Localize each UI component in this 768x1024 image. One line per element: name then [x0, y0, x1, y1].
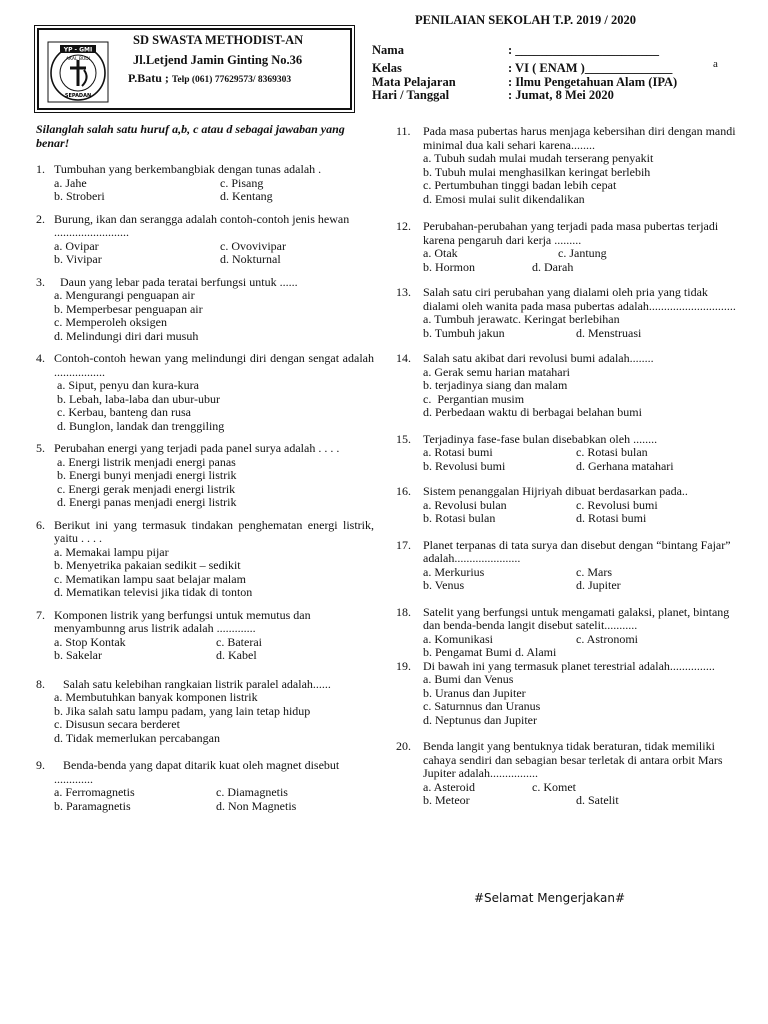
option-d[interactable]: d. Perbedaan waktu di berbagai belahan bumi: [423, 405, 642, 419]
right-question-column: [396, 125, 736, 808]
question-text: Planet terpanas di tata surya dan disebut dengan “bintang Fajar” adalah......................: [423, 537, 731, 565]
question-text: Perubahan-perubahan yang terjadi pada masa pubertas terjadi karena pengaruh dari kerja .........: [423, 219, 719, 247]
question-text: Benda-benda yang dapat ditarik kuat oleh magnet disebut .............: [54, 758, 343, 786]
option-a[interactable]: a. Ovipar: [54, 238, 99, 253]
question-17: [396, 539, 736, 593]
question-number: 13.: [396, 285, 411, 299]
question-text: Salah satu ciri perubahan yang dialami oleh pria yang tidak dialami oleh wanita pada masa pubertas adalah.............................: [423, 285, 736, 313]
question-text: Benda langit yang bentuknya tidak beraturan, tidak memiliki cahaya sendiri dan sebagian besar terletak di antara orbit Mars Jupiter adalah................: [423, 739, 723, 780]
question-text: Sistem penanggalan Hijriyah dibuat berdasarkan pada..: [423, 484, 688, 498]
question-4: [36, 352, 374, 433]
question-text: Tumbuhan yang berkembangbiak dengan tunas adalah .: [54, 162, 322, 176]
question-1: [36, 163, 374, 204]
stray-mark: a: [713, 58, 718, 70]
question-16: [396, 485, 736, 526]
option-a[interactable]: a. Memakai lampu pijar: [54, 544, 169, 559]
question-text: Komponen listrik yang berfungsi untuk memutus dan menyambunng arus listrik adalah .............: [54, 607, 311, 635]
option-a[interactable]: a. Merkurius: [423, 564, 485, 579]
option-a[interactable]: a. Bumi dan Venus: [423, 672, 514, 686]
option-b-d[interactable]: b. Pengamat Bumi d. Alami: [423, 645, 557, 659]
question-3: [36, 276, 374, 344]
option-c[interactable]: c. Baterai: [216, 634, 262, 649]
option-c[interactable]: c. Kerbau, banteng dan rusa: [54, 405, 191, 419]
option-d[interactable]: d. Menstruasi: [576, 325, 642, 340]
class-field[interactable]: : VI ( ENAM )______________: [508, 61, 673, 75]
info-label-nama: Nama: [372, 43, 404, 57]
name-field[interactable]: : _______________________: [508, 43, 660, 57]
option-d[interactable]: d. Satelit: [576, 793, 619, 807]
option-b[interactable]: b. terjadinya siang dan malam: [423, 378, 568, 392]
option-a[interactable]: a. Otak: [423, 246, 458, 260]
question-text: Satelit yang berfungsi untuk mengamati galaksi, planet, bintang dan benda-benda langit disebut satelit...........: [423, 604, 730, 632]
question-9: [36, 759, 374, 813]
option-b[interactable]: b. Sakelar: [54, 648, 102, 662]
option-b[interactable]: b. Vivipar: [54, 252, 102, 266]
option-d[interactable]: d. Mematikan televisi jika tidak di tonton: [54, 585, 253, 599]
question-text: Di bawah ini yang termasuk planet terestrial adalah...............: [423, 658, 715, 673]
date-value: : Jumat, 8 Mei 2020: [508, 88, 614, 102]
option-d[interactable]: d. Tidak memerlukan percabangan: [54, 730, 220, 745]
question-text: Perubahan energi yang terjadi pada panel surya adalah . . . .: [54, 441, 340, 455]
question-number: 20.: [396, 739, 411, 753]
left-question-column: [36, 122, 374, 813]
question-text: Pada masa pubertas harus menjaga kebersihan diri dengan mandi minimal dua kali sehari karena........: [423, 124, 736, 152]
question-number: 11.: [396, 124, 411, 138]
question-number: 16.: [396, 484, 411, 498]
option-b[interactable]: b. Paramagnetis: [54, 798, 131, 813]
option-a[interactable]: a. Stop Kontak: [54, 634, 126, 649]
school-address: Jl.Letjend Jamin Ginting No.36: [133, 53, 303, 67]
option-c[interactable]: c. Komet: [532, 779, 576, 794]
question-19: [396, 660, 736, 728]
question-number: 15.: [396, 431, 411, 446]
option-d[interactable]: d. Kabel: [216, 648, 257, 662]
option-b[interactable]: b. Energi bunyi menjadi energi listrik: [54, 468, 237, 482]
option-b[interactable]: b. Jika salah satu lampu padam, yang lain tetap hidup: [54, 703, 311, 718]
question-20: [396, 740, 736, 808]
logo-bottom-text: SEPADAN: [64, 93, 92, 99]
question-text: Daun yang lebar pada teratai berfungsi untuk ......: [54, 274, 298, 289]
option-b[interactable]: b. Memperbesar penguapan air: [54, 301, 203, 316]
question-8: [36, 678, 374, 746]
option-a[interactable]: a. Ferromagnetis: [54, 785, 135, 799]
option-d[interactable]: d. Darah: [532, 259, 574, 274]
question-6: [36, 519, 374, 600]
question-12: [396, 220, 736, 274]
option-b[interactable]: b. Uranus dan Jupiter: [423, 685, 526, 700]
instruction: Silanglah salah satu huruf a,b, c atau d sebagai jawaban yang benar!: [36, 122, 345, 150]
option-a[interactable]: a. Revolusi bulan: [423, 497, 507, 512]
option-a[interactable]: a. Jahe: [54, 175, 87, 190]
option-b[interactable]: b. Lebah, laba-laba dan ubur-ubur: [54, 391, 221, 406]
exam-title: PENILAIAN SEKOLAH T.P. 2019 / 2020: [415, 13, 636, 27]
option-c[interactable]: c. Pertumbuhan tinggi badan lebih cepat: [423, 178, 617, 192]
question-number: 8.: [36, 676, 45, 691]
question-5: [36, 442, 374, 510]
question-number: 4.: [36, 351, 45, 365]
option-a-c[interactable]: a. Tumbuh jerawatc. Keringat berlebihan: [423, 312, 620, 326]
option-c[interactable]: c. Jantung: [558, 246, 607, 260]
logo-arc-text: AKAL BUDI: [65, 57, 91, 62]
option-b[interactable]: b. Menyetrika pakaian sedikit – sedikit: [54, 558, 241, 572]
option-c[interactable]: c. Memperoleh oksigen: [54, 315, 167, 329]
question-14: [396, 352, 736, 420]
option-b[interactable]: b. Meteor: [423, 793, 470, 807]
question-number: 17.: [396, 537, 411, 552]
option-a[interactable]: a. Tubuh sudah mulai mudah terserang penyakit: [423, 151, 654, 165]
option-a[interactable]: a. Mengurangi penguapan air: [54, 288, 195, 302]
closing-message: #Selamat Mengerjakan#: [474, 891, 626, 905]
school-logo-icon: [46, 40, 110, 104]
question-number: 7.: [36, 607, 45, 622]
option-d[interactable]: d. Bunglon, landak dan trenggiling: [54, 418, 225, 433]
school-city: P.Batu ;: [128, 71, 169, 85]
option-a[interactable]: a. Gerak semu harian matahari: [423, 364, 570, 379]
option-c[interactable]: c. Energi gerak menjadi energi listrik: [54, 481, 236, 496]
option-c[interactable]: c. Ovovivipar: [220, 238, 286, 253]
question-7: [36, 609, 374, 663]
option-c[interactable]: c. Pergantian musim: [423, 391, 525, 406]
option-c[interactable]: c. Saturnnus dan Uranus: [423, 699, 541, 713]
option-b[interactable]: b. Venus: [423, 578, 465, 592]
question-text: Salah satu kelebihan rangkaian listrik paralel adalah......: [54, 676, 331, 691]
option-d[interactable]: d. Emosi mulai sulit dikendalikan: [423, 191, 585, 206]
school-name: SD SWASTA METHODIST-AN: [133, 33, 304, 47]
question-2: [36, 213, 374, 267]
question-number: 1.: [36, 162, 45, 176]
option-d[interactable]: d. Energi panas menjadi energi listrik: [54, 495, 237, 509]
question-number: 9.: [36, 758, 45, 772]
option-d[interactable]: d. Non Magnetis: [216, 798, 297, 813]
question-text: Salah satu akibat dari revolusi bumi adalah........: [423, 351, 654, 365]
option-d[interactable]: d. Neptunus dan Jupiter: [423, 712, 537, 727]
info-label-kelas: Kelas: [372, 61, 402, 75]
option-c[interactable]: c. Disusun secara berderet: [54, 717, 180, 731]
question-number: 19.: [396, 658, 411, 673]
question-11: [396, 125, 736, 206]
question-13: [396, 286, 736, 340]
option-c[interactable]: c. Rotasi bulan: [576, 445, 648, 459]
school-phone: Telp (061) 77629573/ 8369303: [171, 75, 292, 85]
question-number: 3.: [36, 274, 45, 289]
option-d[interactable]: d. Rotasi bumi: [576, 511, 647, 525]
option-b[interactable]: b. Rotasi bulan: [423, 511, 496, 525]
question-number: 12.: [396, 219, 411, 233]
option-a[interactable]: a. Membutuhkan banyak komponen listrik: [54, 690, 258, 704]
option-b[interactable]: b. Hormon: [423, 259, 475, 274]
question-text: Burung, ikan dan serangga adalah contoh-contoh jenis hewan .........................: [54, 211, 350, 239]
question-text: Contoh-contoh hewan yang melindungi diri dengan sengat adalah .................: [54, 351, 374, 379]
option-a[interactable]: a. Asteroid: [423, 779, 475, 794]
option-b[interactable]: b. Stroberi: [54, 189, 105, 203]
option-d[interactable]: d. Melindungi diri dari musuh: [54, 328, 199, 343]
subject-value: : Ilmu Pengetahuan Alam (IPA): [508, 75, 678, 89]
question-18: [396, 606, 736, 660]
option-c[interactable]: c. Mars: [576, 564, 612, 579]
option-a[interactable]: a. Energi listrik menjadi energi panas: [54, 454, 236, 469]
question-number: 14.: [396, 351, 411, 365]
question-text: Berikut ini yang termasuk tindakan penghematan energi listrik, yaitu . . . .: [54, 517, 374, 545]
question-15: [396, 433, 736, 474]
option-d[interactable]: d. Kentang: [220, 189, 273, 203]
option-c[interactable]: c. Revolusi bumi: [576, 497, 658, 512]
question-number: 2.: [36, 211, 45, 226]
option-a[interactable]: a. Siput, penyu dan kura-kura: [54, 378, 199, 392]
option-c[interactable]: c. Astronomi: [576, 631, 638, 646]
logo-top-text: YP - GMI: [63, 46, 93, 54]
option-b[interactable]: b. Tumbuh jakun: [423, 325, 505, 340]
option-c[interactable]: c. Mematikan lampu saat belajar malam: [54, 571, 246, 586]
option-a[interactable]: a. Rotasi bumi: [423, 445, 493, 459]
option-d[interactable]: d. Nokturnal: [220, 252, 281, 266]
option-a[interactable]: a. Komunikasi: [423, 631, 493, 646]
school-city-phone: [128, 71, 291, 86]
info-label-date: Hari / Tanggal: [372, 88, 450, 102]
option-d[interactable]: d. Jupiter: [576, 578, 621, 592]
question-number: 6.: [36, 517, 45, 532]
option-b[interactable]: b. Tubuh mulai menghasilkan keringat berlebih: [423, 164, 651, 179]
question-number: 18.: [396, 604, 411, 619]
info-label-subject: Mata Pelajaran: [372, 75, 456, 89]
option-c[interactable]: c. Diamagnetis: [216, 785, 288, 799]
option-c[interactable]: c. Pisang: [220, 175, 264, 190]
option-d[interactable]: d. Gerhana matahari: [576, 458, 674, 473]
option-b[interactable]: b. Revolusi bumi: [423, 458, 506, 473]
question-text: Terjadinya fase-fase bulan disebabkan oleh ........: [423, 431, 658, 446]
question-number: 5.: [36, 441, 45, 455]
